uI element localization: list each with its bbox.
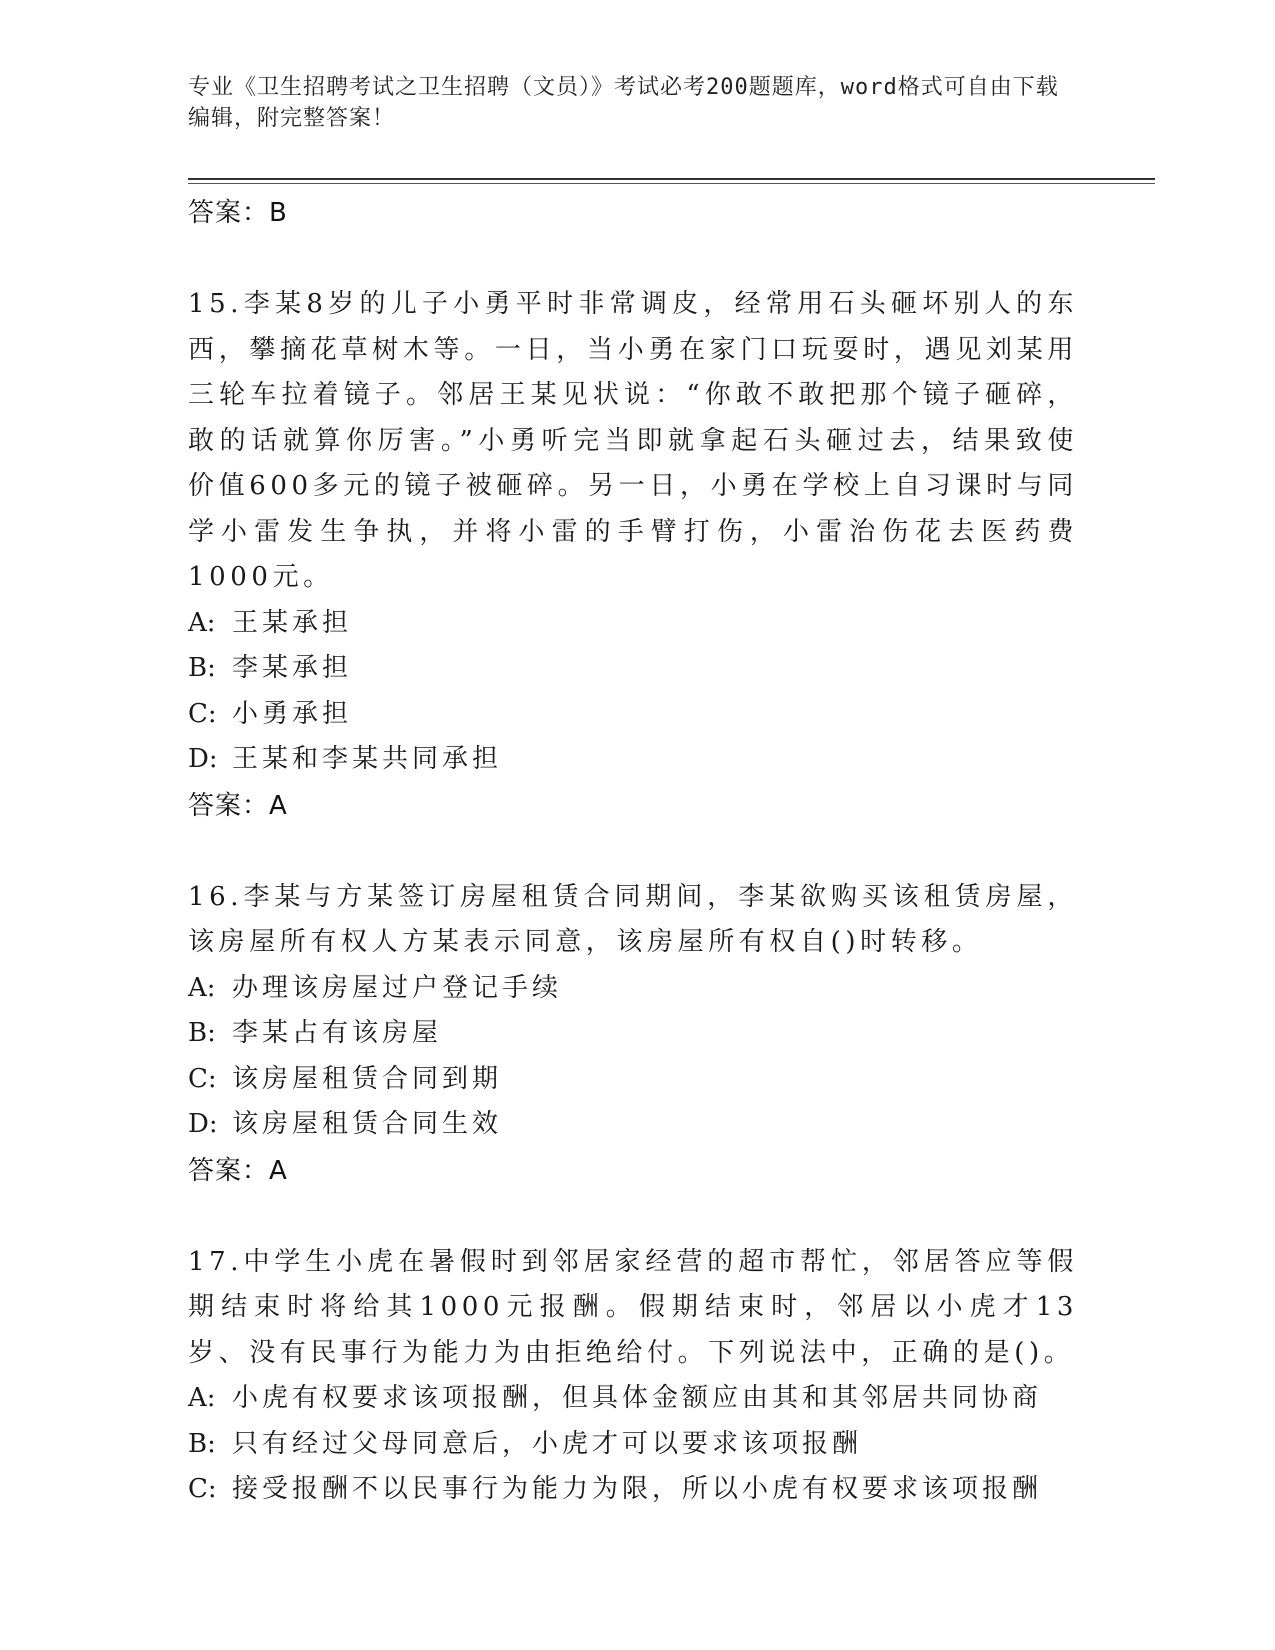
option-text: 办理该房屋过户登记手续 (232, 972, 563, 1003)
spacer (188, 829, 1078, 875)
option-a (188, 601, 1078, 647)
question-list (188, 190, 1078, 1513)
option-letter: B: (188, 653, 216, 683)
option-text: 小虎有权要求该项报酬，但具体金额应由其和其邻居共同协商 (232, 1383, 1043, 1413)
question-block (188, 282, 1078, 829)
option-text: 李某占有该房屋 (232, 1018, 443, 1048)
header-divider-thick (188, 178, 1155, 180)
option-a (188, 1376, 1078, 1422)
question-block (188, 1240, 1078, 1513)
option-d (188, 1102, 1078, 1148)
header-divider-thin (188, 183, 1155, 184)
option-text: 小勇承担 (232, 698, 353, 729)
option-b (188, 1422, 1078, 1468)
question-stem: 16.李某与方某签订房屋租赁合同期间，李某欲购买该租赁房屋，该房屋所有权人方某表示同意，该房屋所有权自()时转移。 (188, 881, 1078, 957)
option-c (188, 692, 1078, 738)
answer-line: 答案：A (188, 790, 288, 821)
option-d (188, 737, 1078, 783)
option-c (188, 1057, 1078, 1103)
option-letter: B: (188, 1428, 216, 1459)
option-b (188, 1011, 1078, 1057)
option-letter: D: (188, 1109, 218, 1139)
question-stem: 17.中学生小虎在暑假时到邻居家经营的超市帮忙，邻居答应等假期结束时将给其1000元报酬。假期结束时，邻居以小虎才13岁、没有民事行为能力为由拒绝给付。下列说法中，正确的是()。 (188, 1246, 1078, 1368)
spacer (188, 1194, 1078, 1240)
option-letter: A: (188, 972, 216, 1003)
option-letter: C: (188, 1474, 217, 1504)
option-letter: C: (188, 698, 217, 729)
question-stem: 15.李某8岁的儿子小勇平时非常调皮，经常用石头砸坏别人的东西，攀摘花草树木等。一日，当小勇在家门口玩耍时，遇见刘某用三轮车拉着镜子。邻居王某见状说：“你敢不敢把那个镜子砸碎，敢的话就算你厉害。”小勇听完当即就拿起石头砸过去，结果致使价值600多元的镜子被砸碎。另一日，小勇在学校上自习课时与同学小雷发生争执，并将小雷的手臂打伤，小雷治伤花去医药费1000元。 (188, 289, 1078, 592)
option-letter: B: (188, 1018, 216, 1048)
option-text: 只有经过父母同意后，小虎才可以要求该项报酬 (232, 1428, 863, 1459)
option-letter: C: (188, 1063, 217, 1094)
option-a (188, 966, 1078, 1012)
option-letter: A: (188, 1383, 216, 1413)
option-text: 王某承担 (232, 607, 353, 638)
answer-line: 答案：B (188, 198, 288, 228)
document-header: 专业《卫生招聘考试之卫生招聘（文员）》考试必考200题题库，word格式可自由下载编辑，附完整答案！ (188, 75, 1059, 131)
question-block (188, 875, 1078, 1194)
option-letter: A: (188, 607, 216, 638)
option-c (188, 1467, 1078, 1513)
answer-line: 答案：A (188, 1155, 288, 1186)
spacer (188, 236, 1078, 282)
option-text: 王某和李某共同承担 (232, 744, 503, 774)
option-text: 该房屋租赁合同到期 (232, 1063, 503, 1094)
option-text: 该房屋租赁合同生效 (232, 1109, 503, 1139)
option-letter: D: (188, 744, 218, 774)
option-b (188, 646, 1078, 692)
option-text: 接受报酬不以民事行为能力为限，所以小虎有权要求该项报酬 (232, 1474, 1043, 1504)
option-text: 李某承担 (232, 653, 353, 683)
